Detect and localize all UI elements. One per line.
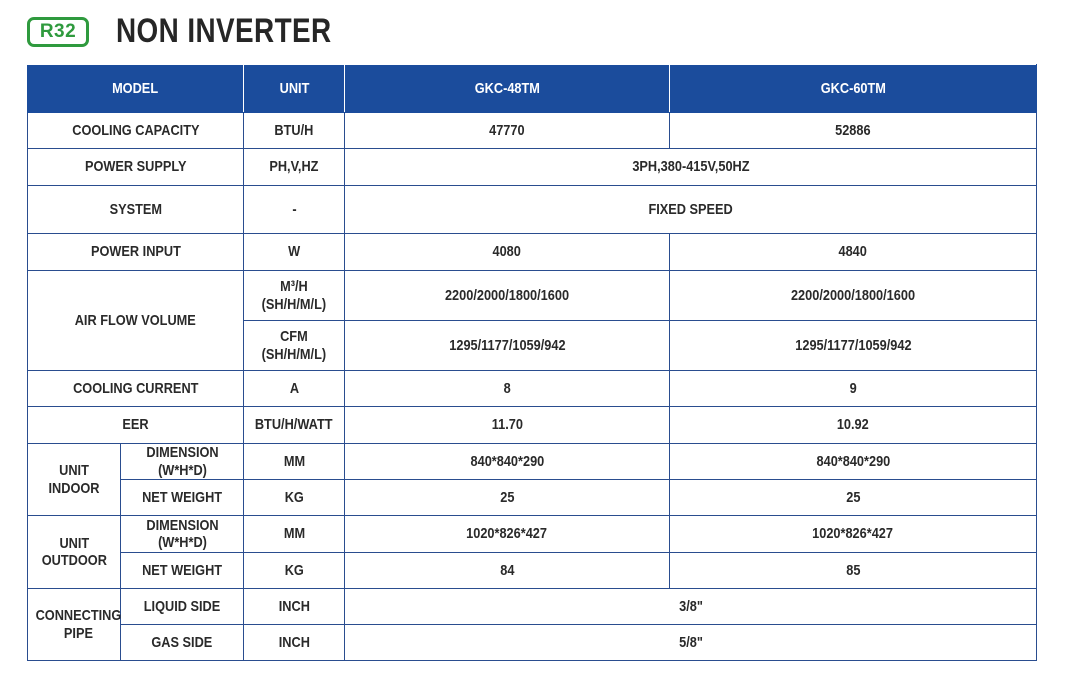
row-value: 4840 <box>670 234 1037 271</box>
spec-table <box>27 64 1037 661</box>
row-unit: - <box>244 186 345 234</box>
row-unit: INCH <box>244 589 345 625</box>
table-row <box>28 234 1037 271</box>
row-value: 9 <box>670 371 1037 407</box>
table-row <box>28 480 1037 516</box>
table-row <box>28 186 1037 234</box>
row-unit: MM <box>244 444 345 480</box>
row-value: 1295/1177/1059/942 <box>345 321 670 371</box>
table-row <box>28 371 1037 407</box>
row-value: 840*840*290 <box>345 444 670 480</box>
row-label: POWER SUPPLY <box>28 149 244 186</box>
row-unit: PH,V,HZ <box>244 149 345 186</box>
row-unit: MM <box>244 516 345 553</box>
row-value: FIXED SPEED <box>345 186 1037 234</box>
header-unit: UNIT <box>244 65 345 113</box>
row-label: COOLING CURRENT <box>28 371 244 407</box>
row-unit: INCH <box>244 625 345 661</box>
table-row <box>28 113 1037 149</box>
row-value: 3PH,380-415V,50HZ <box>345 149 1037 186</box>
table-row <box>28 589 1037 625</box>
table-row <box>28 625 1037 661</box>
row-unit: BTU/H <box>244 113 345 149</box>
table-row <box>28 149 1037 186</box>
row-value: 84 <box>345 553 670 589</box>
sub-label: GAS SIDE <box>121 625 244 661</box>
row-unit: W <box>244 234 345 271</box>
row-value: 2200/2000/1800/1600 <box>670 271 1037 321</box>
row-value: 2200/2000/1800/1600 <box>345 271 670 321</box>
table-row <box>28 407 1037 444</box>
table-row <box>28 444 1037 480</box>
row-value: 10.92 <box>670 407 1037 444</box>
row-value: 1020*826*427 <box>670 516 1037 553</box>
row-label: AIR FLOW VOLUME <box>28 271 244 371</box>
row-value: 25 <box>345 480 670 516</box>
sub-label: LIQUID SIDE <box>121 589 244 625</box>
row-unit: A <box>244 371 345 407</box>
row-value: 4080 <box>345 234 670 271</box>
table-row <box>28 516 1037 553</box>
table-header-row <box>28 65 1037 113</box>
row-value: 8 <box>345 371 670 407</box>
header-model-1: GKC-48TM <box>345 65 670 113</box>
row-label: POWER INPUT <box>28 234 244 271</box>
row-value: 52886 <box>670 113 1037 149</box>
sub-label: DIMENSION (W*H*D) <box>121 444 244 480</box>
page-title: NON INVERTER <box>116 12 332 50</box>
row-value: 47770 <box>345 113 670 149</box>
row-unit: KG <box>244 480 345 516</box>
row-unit: CFM (SH/H/M/L) <box>244 321 345 371</box>
row-label: SYSTEM <box>28 186 244 234</box>
row-value: 840*840*290 <box>670 444 1037 480</box>
row-value: 11.70 <box>345 407 670 444</box>
table-row <box>28 553 1037 589</box>
sub-label: NET WEIGHT <box>121 553 244 589</box>
group-label: UNIT INDOOR <box>28 444 121 516</box>
sub-label: DIMENSION (W*H*D) <box>121 516 244 553</box>
row-unit: M³/H (SH/H/M/L) <box>244 271 345 321</box>
r32-badge-label: R32 <box>39 21 77 42</box>
row-label: EER <box>28 407 244 444</box>
row-unit: BTU/H/WATT <box>244 407 345 444</box>
group-label: UNIT OUTDOOR <box>28 516 121 589</box>
row-value: 5/8" <box>345 625 1037 661</box>
row-unit: KG <box>244 553 345 589</box>
row-value: 1020*826*427 <box>345 516 670 553</box>
header-model-2: GKC-60TM <box>670 65 1037 113</box>
row-label: COOLING CAPACITY <box>28 113 244 149</box>
group-label: CONNECTING PIPE <box>28 589 121 661</box>
sub-label: NET WEIGHT <box>121 480 244 516</box>
row-value: 25 <box>670 480 1037 516</box>
row-value: 3/8" <box>345 589 1037 625</box>
header-model: MODEL <box>28 65 244 113</box>
r32-badge <box>27 17 89 47</box>
row-value: 85 <box>670 553 1037 589</box>
row-value: 1295/1177/1059/942 <box>670 321 1037 371</box>
table-row <box>28 271 1037 321</box>
